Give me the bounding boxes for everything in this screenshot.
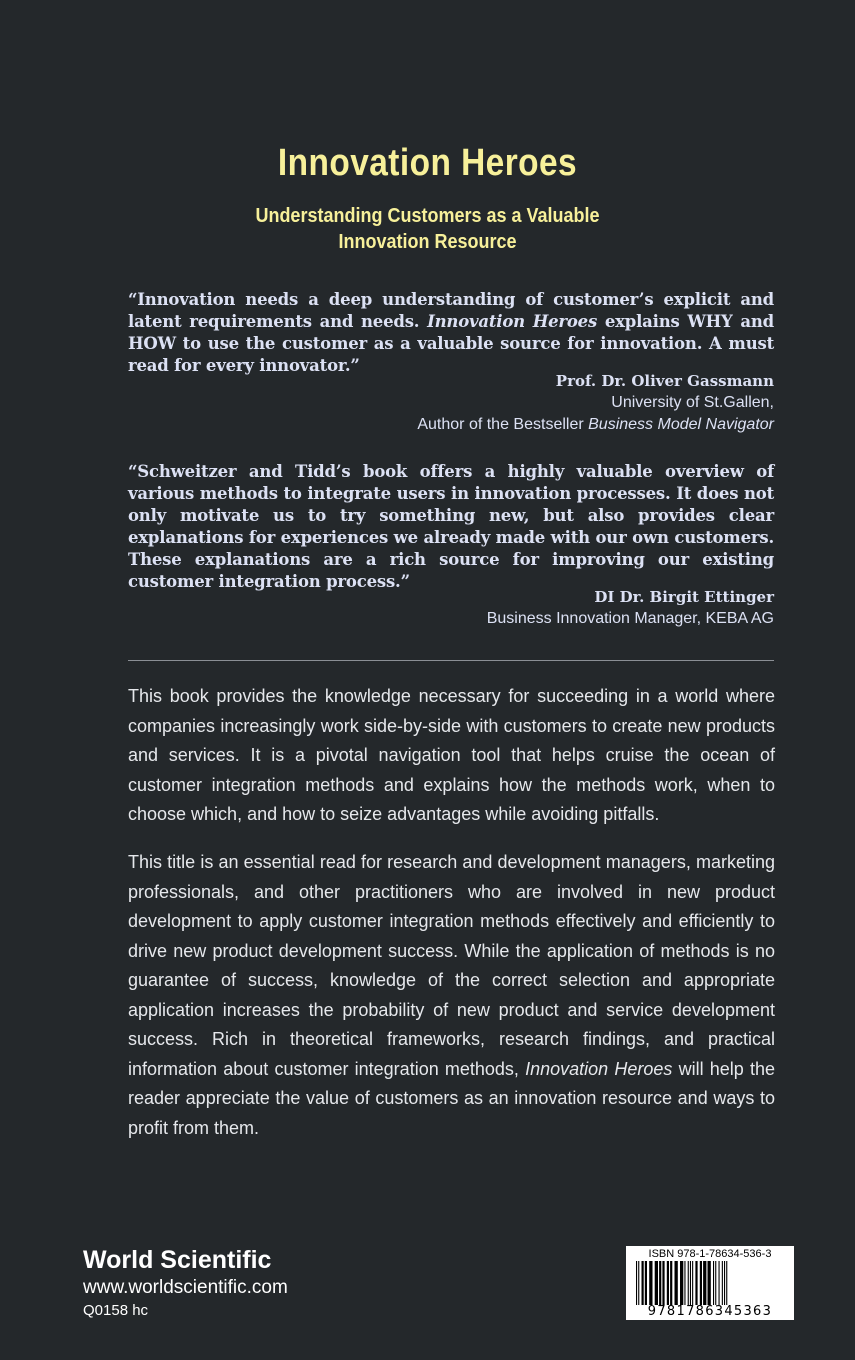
description-paragraph-2-start: This title is an essential read for research and development managers, marketing professionals, and other practitioners who are involved in new product development to apply customer integration methods effectively and efficiently to drive new product development success. While the application of methods is no guarantee of success, knowledge of the correct selection and appropriate application increases the probability of new product and service development success. Rich in theoretical frameworks, research findings, and practical information about customer integration methods,: [128, 852, 775, 1079]
product-code: Q0158 hc: [83, 1302, 149, 1319]
quote-1-book-title: Innovation Heroes: [427, 312, 598, 331]
section-divider: [128, 660, 774, 661]
barcode-bar: [700, 1261, 702, 1305]
description-paragraph-2-end: will help the reader appreciate the value of customers as an innovation resource and ways to profit from them.: [128, 1058, 776, 1138]
barcode-bar: [708, 1261, 711, 1305]
barcode-bar: [659, 1261, 661, 1305]
subtitle-line-1: Understanding Customers as a Valuable: [255, 205, 600, 227]
endorsement-quote-1: [128, 289, 774, 377]
book-subtitle: [43, 203, 813, 255]
endorser-role-1-text: Author of the Bestseller: [417, 416, 589, 433]
barcode-bar: [675, 1261, 678, 1305]
description-book-title: Innovation Heroes: [525, 1058, 673, 1079]
endorser-role-1-book: Business Model Navigator: [588, 416, 774, 433]
publisher-name: World Scientific: [83, 1246, 272, 1274]
barcode-bar: [688, 1261, 689, 1305]
barcode-bar: [645, 1261, 647, 1305]
barcode-bar: [726, 1261, 727, 1305]
barcode-bar: [692, 1261, 693, 1305]
endorser-name-2: DI Dr. Birgit Ettinger: [594, 588, 774, 606]
barcode-bar: [649, 1261, 652, 1305]
barcode-bar: [719, 1261, 720, 1305]
isbn-barcode: [626, 1246, 794, 1320]
endorser-affiliation-2: Business Innovation Manager, KEBA AG: [486, 610, 774, 627]
description-paragraph-1: This book provides the knowledge necessary for succeeding in a world where companies increasingly work side-by-side with customers to create new products and services. It is a pivotal navigation tool that helps cruise the ocean of customer integration methods and explains how the methods work, when to choose which, and how to seize advantages while avoiding pitfalls.: [128, 686, 775, 824]
endorsement-quote-2: “Schweitzer and Tidd’s book offers a highly valuable overview of various methods to integrate users in innovation processes. It does not only motivate us to try something new, but also provides clear explanations for experiences we already made with our own customers. These explanations are a rich source for improving our existing customer integration process.”: [128, 462, 774, 591]
subtitle-line-2: Innovation Resource: [338, 231, 517, 253]
barcode-bar: [662, 1261, 664, 1305]
quote-1-text-end: explains WHY and HOW to use the customer as a valuable source for innovation. A must read for every innovator.”: [128, 312, 774, 375]
isbn-label: ISBN 978-1-78634-536-3: [648, 1248, 772, 1260]
barcode-bar: [724, 1261, 725, 1305]
barcode-bars: [636, 1261, 784, 1305]
publisher-website: www.worldscientific.com: [83, 1277, 288, 1298]
book-title: Innovation Heroes: [277, 142, 578, 184]
barcode-bar: [667, 1261, 669, 1305]
barcode-bar: [713, 1261, 714, 1305]
barcode-bar: [695, 1261, 697, 1305]
barcode-digits: 9781786345363: [628, 1305, 792, 1319]
barcode-bar: [636, 1261, 637, 1305]
endorser-role-1: [417, 414, 774, 436]
barcode-bar: [715, 1261, 716, 1305]
endorsement-attribution-1: [417, 370, 774, 436]
endorsement-attribution-2: [487, 586, 774, 630]
barcode-bar: [638, 1261, 639, 1305]
barcode-bar: [684, 1261, 685, 1305]
publisher-block: [83, 1244, 288, 1322]
barcode-bar: [642, 1261, 644, 1305]
quote-1-text-start: “Innovation needs a deep understanding of customer’s explicit and latent requirements and needs.: [128, 290, 774, 331]
endorser-affiliation-1: University of St.Gallen,: [611, 394, 774, 411]
barcode-bar: [703, 1261, 706, 1305]
barcode-bar: [722, 1261, 723, 1305]
barcode-bar: [655, 1261, 658, 1305]
barcode-bar: [680, 1261, 683, 1305]
barcode-bar: [670, 1261, 672, 1305]
description-paragraph-2: [128, 848, 775, 1143]
barcode-bar: [690, 1261, 691, 1305]
endorser-name-1: Prof. Dr. Oliver Gassmann: [555, 372, 774, 390]
